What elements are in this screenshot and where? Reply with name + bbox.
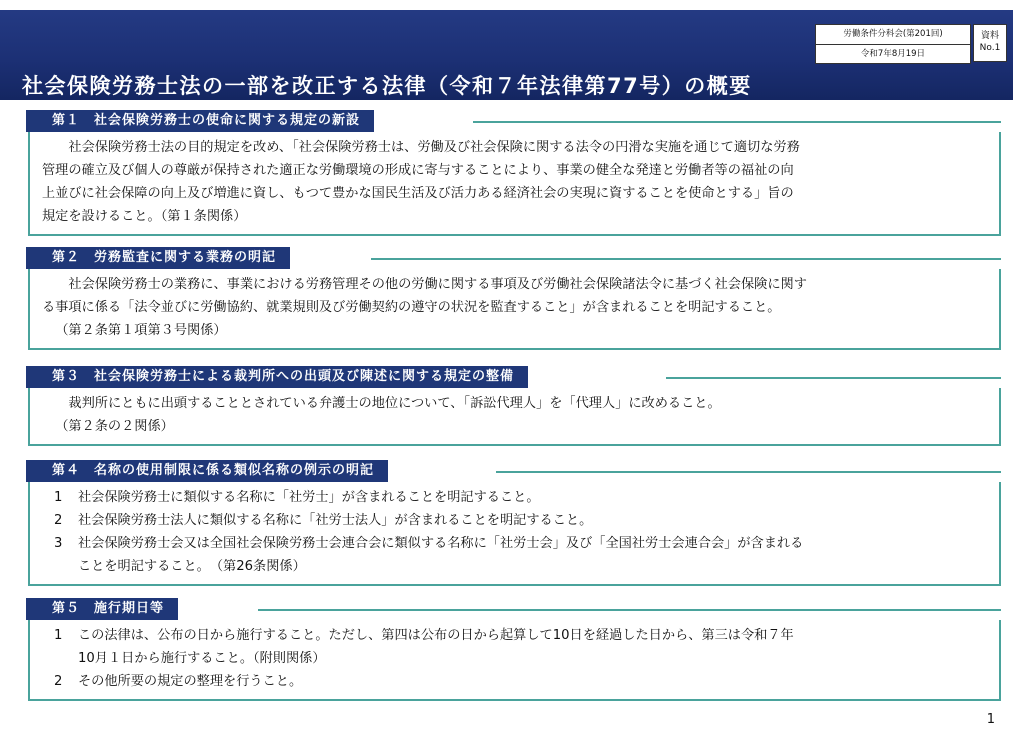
section-rule: [371, 258, 1001, 260]
list-item: 2 社会保険労務士法人に類似する名称に「社労士法人」が含まれることを明記すること。: [54, 513, 593, 528]
section-3: [26, 366, 1001, 446]
body-line: 管理の確立及び個人の尊厳が保持された適正な労働環境の形成に寄与することにより、事業の健全な発達と労働者等の福祉の向: [42, 163, 794, 178]
body-line: 上並びに社会保障の向上及び増進に資し、もつて豊かな国民生活及び活力ある経済社会の実現に資することを使命とする」旨の: [42, 186, 794, 201]
meeting-date: 令和7年8月19日: [860, 49, 926, 59]
section-rule: [666, 377, 1001, 379]
page-number: 1: [986, 712, 995, 727]
list-item: 1 社会保険労務士に類似する名称に「社労士」が含まれることを明記すること。: [54, 490, 540, 505]
section-body: [28, 482, 1001, 586]
body-line: （第２条第１項第３号関係）: [55, 323, 227, 338]
list-item: 3 社会保険労務士会又は全国社会保険労務士会連合会に類似する名称に「社労士会」及び「全国社労士会連合会」が含まれる: [54, 536, 804, 551]
section-title: 第５ 施行期日等: [26, 598, 178, 620]
section-rule: [258, 609, 1001, 611]
meeting-info-box: [815, 24, 971, 64]
body-line: る事項に係る「法令並びに労働協約、就業規則及び労働契約の遵守の状況を監査すること」が含まれることを明記すること。: [42, 300, 781, 315]
section-header: [26, 366, 1001, 388]
list-item-continuation: ことを明記すること。 （第26条関係）: [78, 559, 306, 574]
section-body: [28, 132, 1001, 236]
header-band: [0, 10, 1013, 100]
document-label: 資料: [980, 31, 999, 41]
section-2: [26, 247, 1001, 350]
meeting-name: 労働条件分科会(第201回): [816, 25, 970, 45]
section-body: [28, 620, 1001, 701]
document-number: No.1: [979, 43, 1001, 53]
section-header: [26, 598, 1001, 620]
section-rule: [473, 121, 1001, 123]
section-4: [26, 460, 1001, 586]
section-5: [26, 598, 1001, 701]
section-1: [26, 110, 1001, 236]
section-title: 第１ 社会保険労務士の使命に関する規定の新設: [26, 110, 374, 132]
body-line: （第２条の２関係）: [55, 419, 174, 434]
section-title: 第２ 労務監査に関する業務の明記: [26, 247, 290, 269]
body-line: 規定を設けること。（第１条関係）: [42, 209, 247, 224]
section-rule: [496, 471, 1001, 473]
section-header: [26, 247, 1001, 269]
section-body: [28, 388, 1001, 446]
section-header: [26, 460, 1001, 482]
body-line: 社会保険労務士の業務に、事業における労務管理その他の労働に関する事項及び労働社会保険諸法令に基づく社会保険に関す: [68, 277, 807, 292]
list-item: 2 その他所要の規定の整理を行うこと。: [54, 674, 303, 689]
section-body: [28, 269, 1001, 350]
page-title: 社会保険労務士法の一部を改正する法律（令和７年法律第77号）の概要: [22, 74, 752, 98]
section-title: 第３ 社会保険労務士による裁判所への出頭及び陳述に関する規定の整備: [26, 366, 528, 388]
body-line: 社会保険労務士法の目的規定を改め、「社会保険労務士は、労働及び社会保険に関する法令の円滑な実施を通じて適切な労務: [68, 140, 800, 155]
section-header: [26, 110, 1001, 132]
top-band: [0, 0, 1013, 10]
section-title: 第４ 名称の使用制限に係る類似名称の例示の明記: [26, 460, 388, 482]
list-item: 1 この法律は、公布の日から施行すること。ただし、第四は公布の日から起算して10日を経過した日から、第三は令和７年: [54, 628, 794, 643]
body-line: 裁判所にともに出頭することとされている弁護士の地位について、「訴訟代理人」を「代理人」に改めること。: [68, 396, 721, 411]
document-number-box: [973, 24, 1007, 62]
list-item-continuation: 10月１日から施行すること。（附則関係）: [78, 651, 326, 666]
